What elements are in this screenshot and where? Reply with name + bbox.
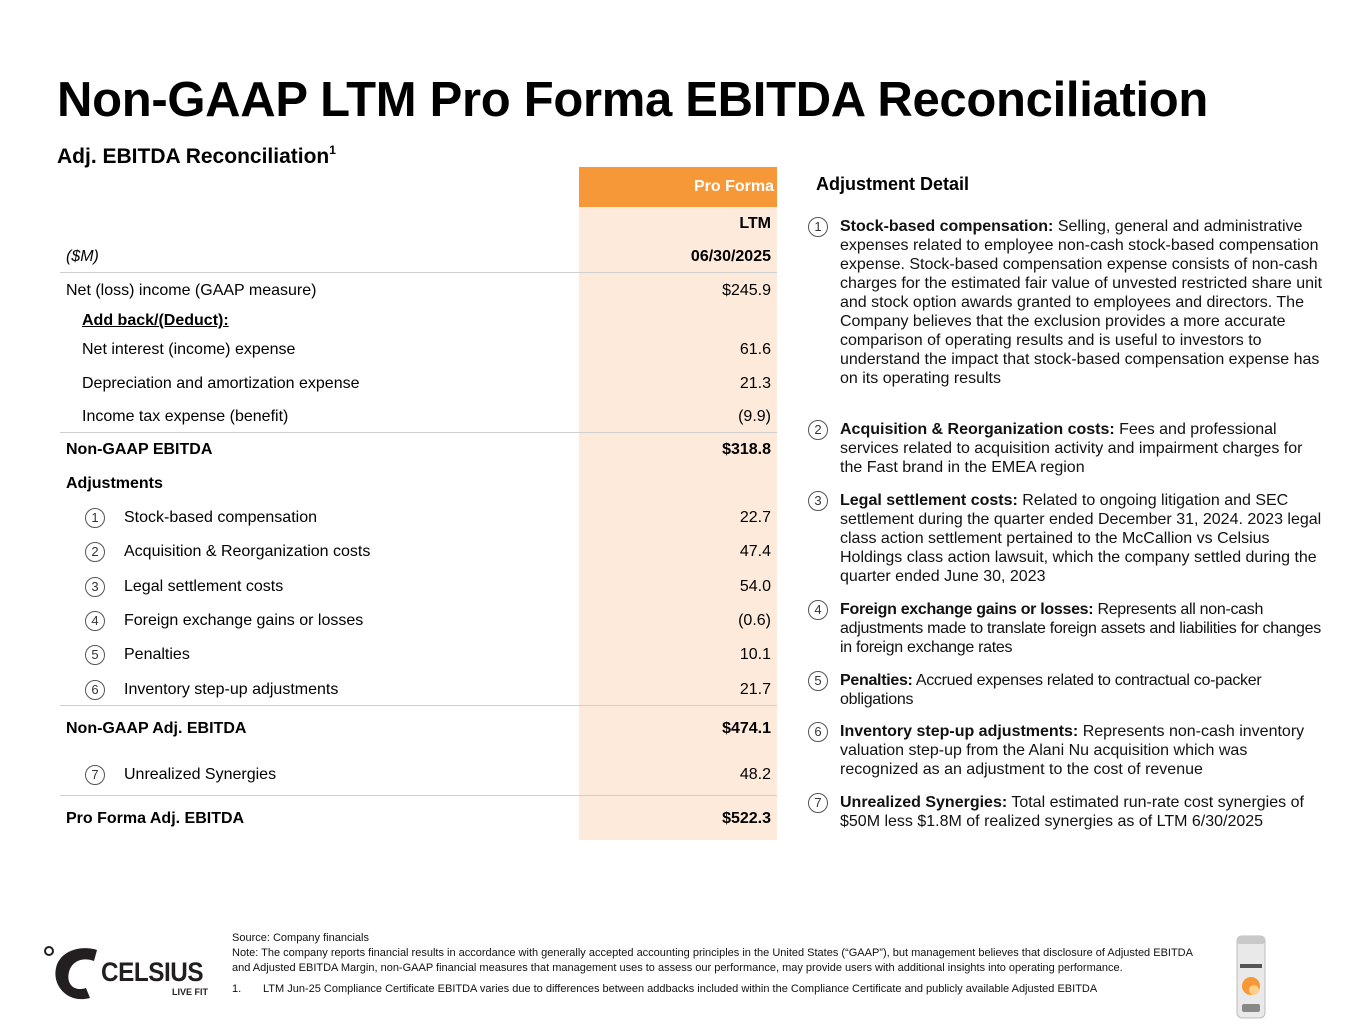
logo-tagline: LIVE FIT bbox=[172, 987, 208, 997]
divider bbox=[60, 795, 777, 796]
number-badge: 3 bbox=[808, 491, 828, 511]
number-badge: 2 bbox=[808, 420, 828, 440]
logo-wordmark: CELSIUS bbox=[101, 957, 204, 987]
period-label: LTM bbox=[739, 215, 771, 232]
pro-forma-column-header: Pro Forma bbox=[579, 167, 777, 207]
detail-item: 2 Acquisition & Reorganization costs: Fees and professional services related to acquisition activity and impairment charges for the Fast brand in the EMEA region bbox=[808, 420, 1328, 477]
footnote-1: 1. LTM Jun-25 Compliance Certificate EBITDA varies due to differences between addbacks included within the Compliance Certificate and publicly available Adjusted EBITDA bbox=[232, 983, 1098, 995]
number-badge: 7 bbox=[808, 793, 828, 813]
divider bbox=[60, 432, 777, 433]
number-badge: 5 bbox=[808, 671, 828, 691]
number-badge: 1 bbox=[85, 508, 105, 528]
footnotes bbox=[232, 931, 1207, 997]
gaap-note: Note: The company reports financial results in accordance with generally accepted accounting principles in the United States (“GAAP”), but management believes that disclosure of Adjusted EBITDA and Adjusted EBITDA Margin, non-GAAP financial measures that management uses to assess our performance, may provide users with additional insights into operating performance. bbox=[232, 947, 1193, 974]
adjustment-detail-title: Adjustment Detail bbox=[816, 174, 970, 194]
detail-item: 7 Unrealized Synergies: Total estimated run-rate cost synergies of $50M less $1.8M of realized synergies as of LTM 6/30/2025 bbox=[808, 793, 1328, 831]
detail-item: 5 Penalties: Accrued expenses related to contractual co-packer obligations bbox=[808, 671, 1328, 709]
date-label: 06/30/2025 bbox=[690, 248, 771, 265]
table-subtitle: Adj. EBITDA Reconciliation$^1$ bbox=[57, 143, 336, 168]
number-badge: 4 bbox=[808, 600, 828, 620]
page-title: Non-GAAP LTM Pro Forma EBITDA Reconciliation bbox=[57, 73, 1209, 127]
detail-item: 1 Stock-based compensation: Selling, general and administrative expenses related to employee non-cash stock-based compensation expense. Stock-based compensation expense consists of non-cash charges for the estimated fair value of unvested restricted share unit and stock option awards granted to employees and directors. The Company believes that the exclusion provides a more accurate comparison of operating results and is useful to investors to understand the impact that stock-based compensation expense has on its operating results bbox=[808, 217, 1328, 388]
divider bbox=[60, 705, 777, 706]
number-badge: 2 bbox=[85, 542, 105, 562]
source-note: Source: Company financials bbox=[232, 932, 369, 944]
number-badge: 1 bbox=[808, 217, 828, 237]
unit-label: ($M) bbox=[66, 248, 99, 265]
number-badge: 4 bbox=[85, 611, 105, 631]
number-badge: 7 bbox=[85, 765, 105, 785]
number-badge: 3 bbox=[85, 577, 105, 597]
detail-item: 3 Legal settlement costs: Related to ongoing litigation and SEC settlement during the quarter ended December 31, 2024. 2023 legal class action settlement pertained to the McCallion vs Celsius Holdings class action lawsuit, which the company settled during the quarter ended June 30, 2023 bbox=[808, 491, 1328, 586]
detail-item: 6 Inventory step-up adjustments: Represents non-cash inventory valuation step-up from the Alani Nu acquisition which was recognized as an adjustment to the cost of revenue bbox=[808, 722, 1328, 779]
divider bbox=[60, 272, 777, 273]
footnote-ref: 1 bbox=[329, 143, 336, 157]
number-badge: 6 bbox=[808, 722, 828, 742]
celsius-can-icon bbox=[1234, 934, 1268, 1020]
number-badge: 5 bbox=[85, 645, 105, 665]
number-badge: 6 bbox=[85, 680, 105, 700]
detail-item: 4 Foreign exchange gains or losses: Represents all non-cash adjustments made to translate foreign assets and liabilities for changes in foreign exchange rates bbox=[808, 600, 1328, 657]
